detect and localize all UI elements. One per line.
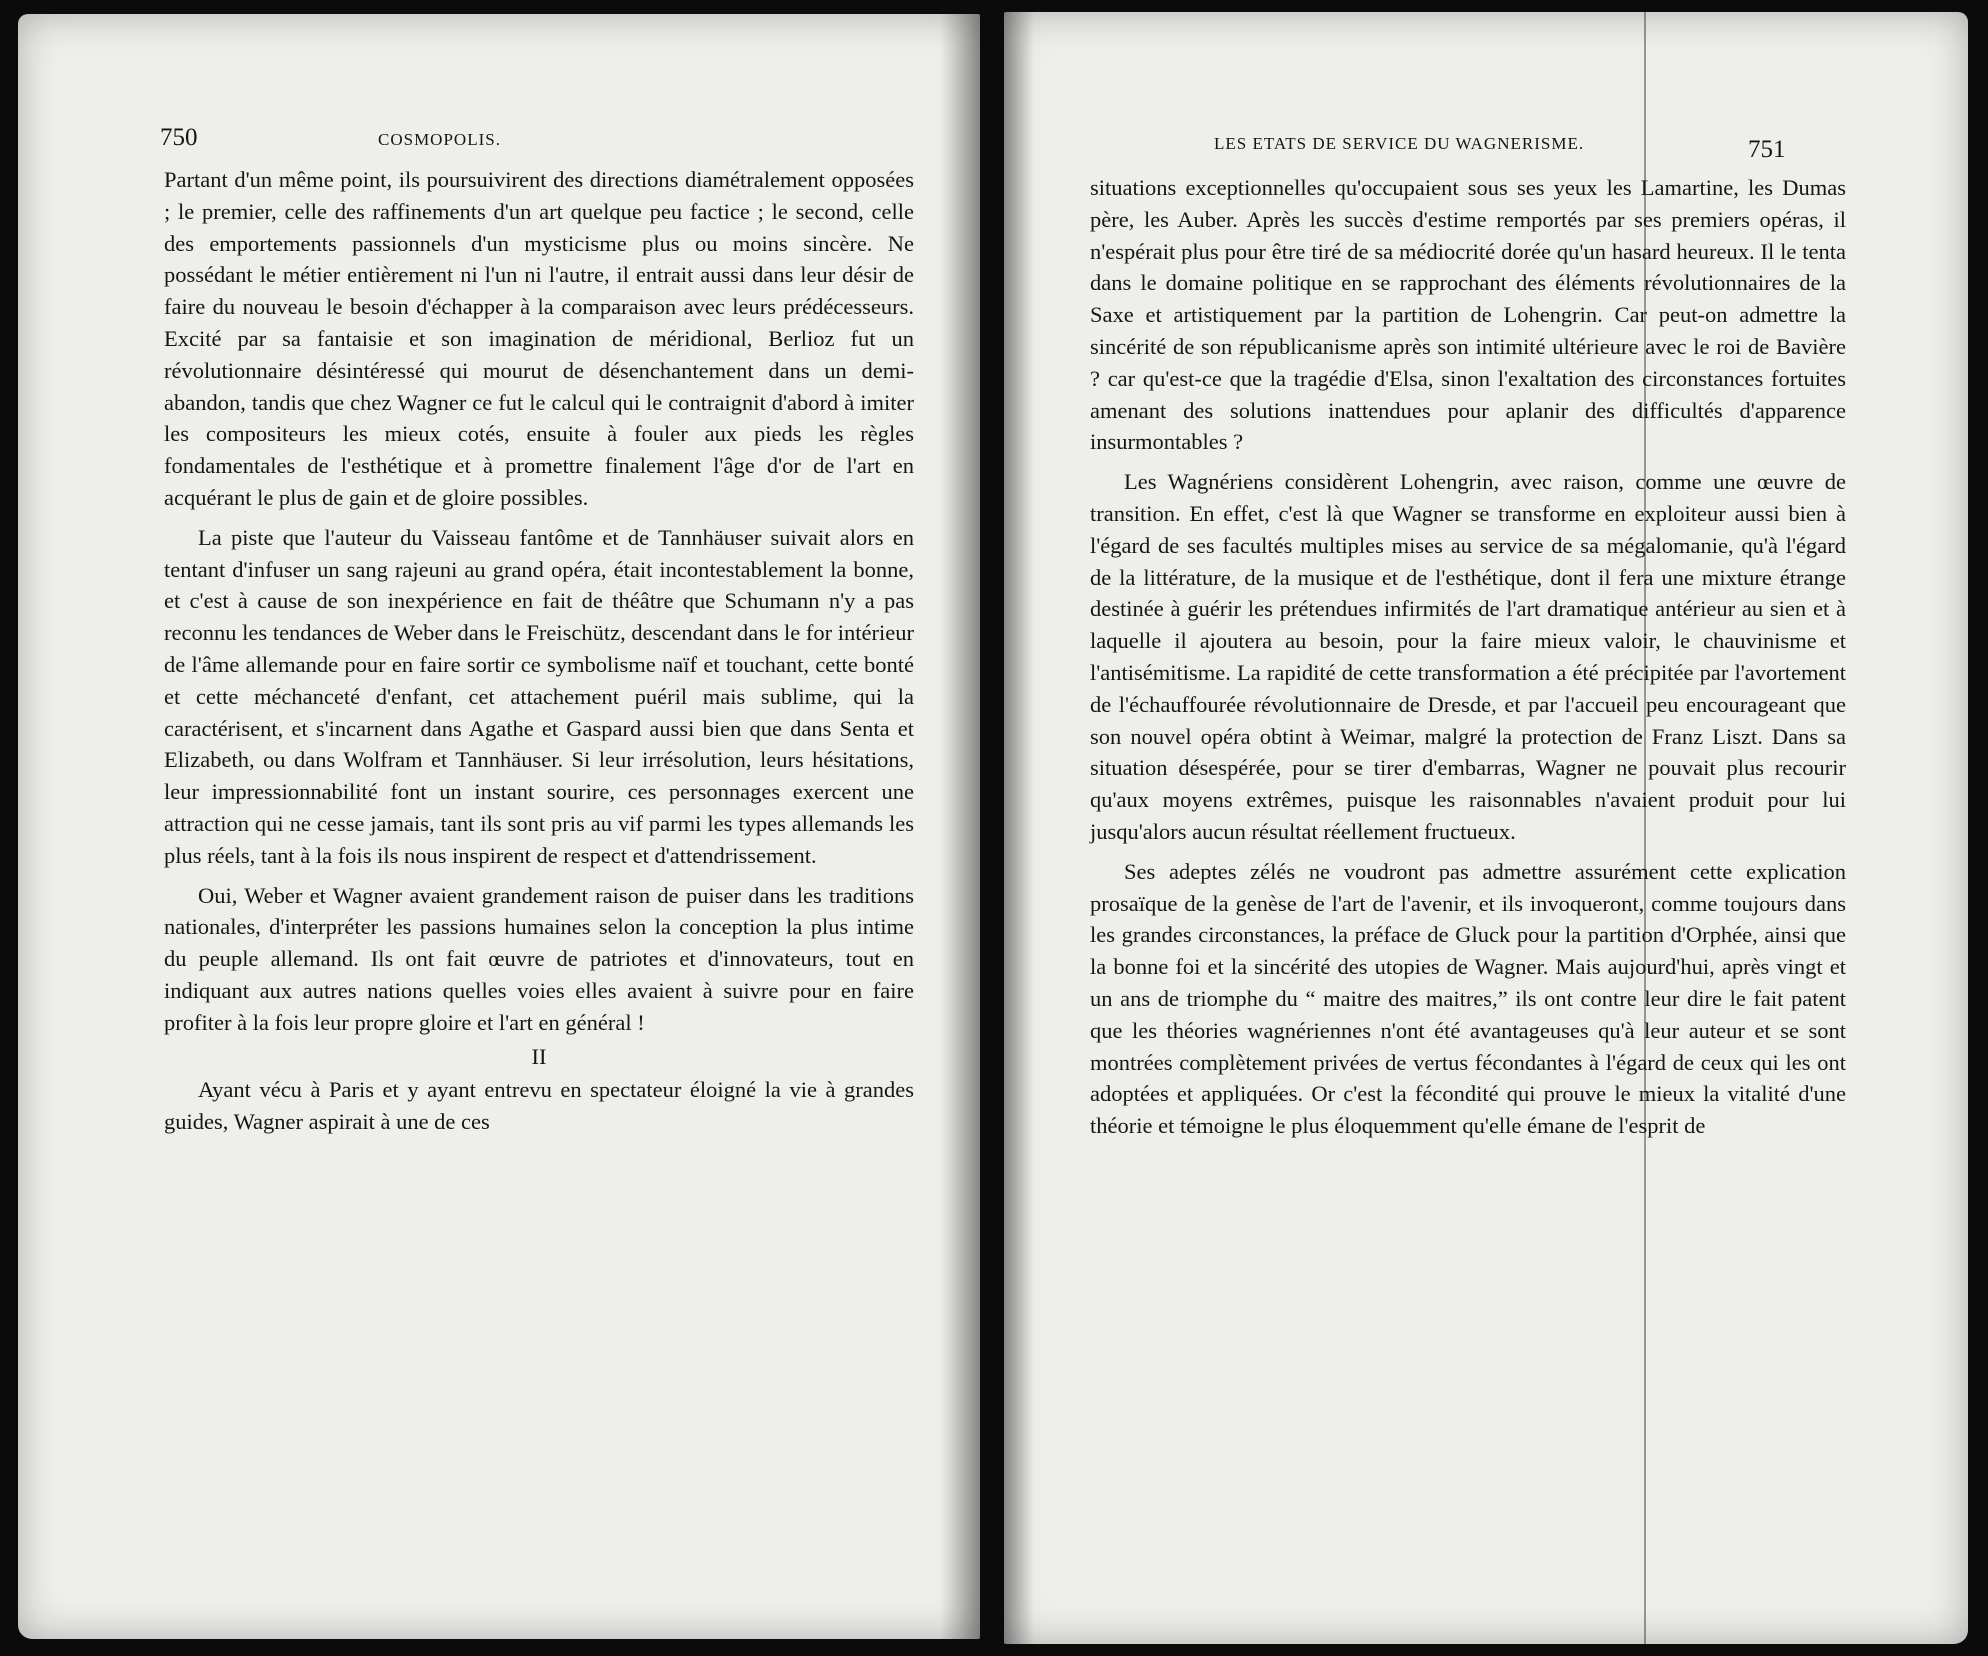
paragraph: Ayant vécu à Paris et y ayant entrevu en spectateur éloigné la vie à grandes guides, Wagner aspirait à une de ces: [164, 1077, 914, 1135]
section-heading: II: [531, 1043, 547, 1069]
paragraph: situations exceptionnelles qu'occupaient sous ses yeux les Lamartine, les Dumas père, les Auber. Après les succès d'estime remportés par ses premiers opéras, il n'espérait plus pour être tiré de sa médiocrité dorée qu'un hasard heureux. Il le tenta dans le domaine politique en se rapprochant des éléments révolutionnaires de la Saxe et artistiquement par la partition de Lohengrin. Car peut-on admettre la sincérité de son républicanisme après son intimité ultérieure avec le roi de Bavière ? car qu'est-ce que la tragédie d'Elsa, sinon l'exaltation des circonstances fortuites amenant des solutions inattendues pour aplanir des difficultés d'apparence insurmontables ?: [1090, 175, 1846, 455]
paragraph: Les Wagnériens considèrent Lohengrin, avec raison, comme une œuvre de transition. En effet, c'est là que Wagner se transforme en exploiteur aussi bien à l'égard de ses facultés multiples mises au service de sa mégalomanie, qu'à l'égard de la littérature, de la musique et de l'esthétique, dont il fera une mixture étrange destinée à guérir les prétendues infirmités de l'art dramatique antérieur au sien et à laquelle il ajoutera au besoin, pour la faire mieux valoir, le chauvinisme et l'antisémitisme. La rapidité de cette transformation a été précipitée par l'avortement de l'échauffourée révolutionnaire de Dresde, et par l'accueil peu encourageant que son nouvel opéra obtint à Weimar, malgré la protection de Franz Liszt. Dans sa situation désespérée, pour se tirer d'embarras, Wagner ne pouvait plus recourir qu'aux moyens extrêmes, puisque les raisonnables n'avaient produit pour lui jusqu'alors aucun résultat réellement fructueux.: [1090, 469, 1846, 844]
page-number-right: 751: [1748, 136, 1786, 163]
gutter-shadow-left: [940, 14, 980, 1639]
running-head-left: COSMOPOLIS.: [378, 130, 501, 149]
paragraph: Oui, Weber et Wagner avaient grandement raison de puiser dans les traditions nationales, d'interpréter les passions humaines selon la conception la plus intime du peuple allemand. Ils ont fait œuvre de patriotes et d'innovateurs, tout en indiquant aux autres nations quelles voies elles avaient à suivre pour en faire profiter à la fois leur propre gloire et l'art en général !: [164, 882, 914, 1035]
paragraph: La piste que l'auteur du Vaisseau fantôme et de Tannhäuser suivait alors en tentant d'infuser un sang rajeuni au grand opéra, était incontestablement la bonne, et c'est à cause de son inexpérience en fait de théâtre que Schumann n'y a pas reconnu les tendances de Weber dans le Freischütz, descendant dans le for intérieur de l'âme allemande pour en faire sortir ce symbolisme naïf et touchant, cette bonté et cette méchanceté d'enfant, cet attachement puéril mais sublime, qui la caractérisent, et s'incarnent dans Agathe et Gaspard aussi bien que dans Senta et Elizabeth, ou dans Wolfram et Tannhäuser. Si leur irrésolution, leurs hésitations, leur impressionnabilité font un instant sourire, ces personnages exercent une attraction qui ne cesse jamais, tant ils sont pris au vif parmi les types allemands les plus réels, tant à la fois ils nous inspirent de respect et d'attendrissement.: [164, 524, 914, 868]
left-text-block: [164, 164, 914, 1138]
page-number-left: 750: [160, 124, 198, 151]
left-page: [18, 14, 980, 1639]
paragraph: Ses adeptes zélés ne voudront pas admettre assurément cette explication prosaïque de la genèse de l'art de l'avenir, et ils invoqueront, comme toujours dans les grandes circonstances, la préface de Gluck pour la partition d'Orphée, ainsi que la bonne foi et la sincérité des utopies de Wagner. Mais aujourd'hui, après vingt et un ans de triomphe du “ maitre des maitres,” ils ont contre leur dire le fait patent que les théories wagnériennes n'ont été avantageuses qu'à leur auteur et se sont montrées complètement privées de vertus fécondantes à l'égard de ceux qui les ont adoptées et appliquées. Or c'est la fécondité qui prouve le mieux la vitalité d'une théorie et témoigne le plus éloquemment qu'elle émane de l'esprit de: [1090, 858, 1846, 1139]
right-page: [1004, 12, 1968, 1644]
running-head-right: LES ETATS DE SERVICE DU WAGNERISME.: [1214, 134, 1585, 153]
gutter-shadow-right: [1004, 12, 1034, 1644]
paragraph: Partant d'un même point, ils poursuivirent des directions diamétralement opposées ; le premier, celle des raffinements d'un art quelque peu factice ; le second, celle des emportements passionnels d'un mysticisme plus ou moins sincère. Ne possédant le métier entièrement ni l'un ni l'autre, il entrait aussi dans leur désir de faire du nouveau le besoin d'échapper à la comparaison avec leurs prédécesseurs. Excité par sa fantaisie et son imagination de méridional, Berlioz fut un révolutionnaire désintéressé qui mourut de désenchantement dans un demi-abandon, tandis que chez Wagner ce fut le calcul qui le contraignit d'abord à imiter les compositeurs les mieux cotés, ensuite à fouler aux pieds les règles fondamentales de l'esthétique et à promettre finalement l'âge d'or de l'art en acquérant le plus de gain et de gloire possibles.: [164, 167, 914, 510]
right-text-block: [1090, 172, 1846, 1142]
